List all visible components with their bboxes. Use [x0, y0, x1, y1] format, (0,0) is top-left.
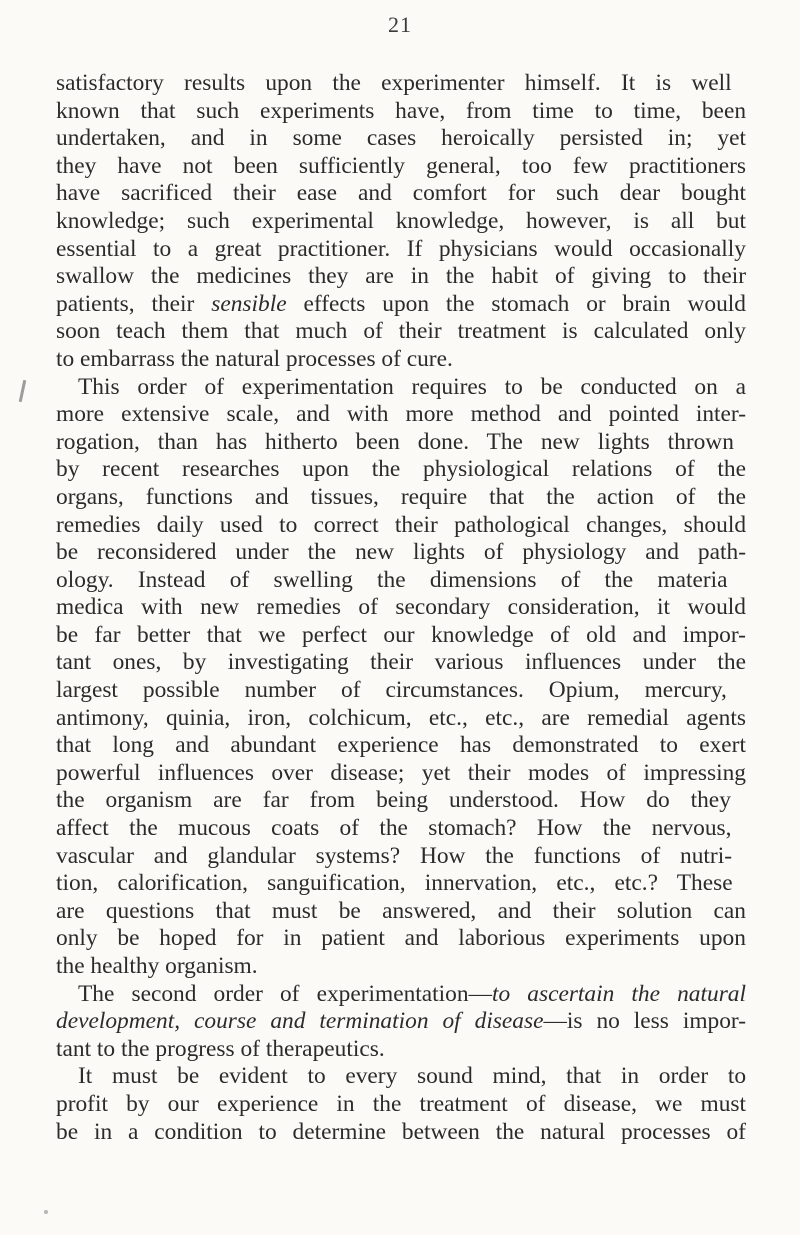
text-line: organs, functions and tissues, require that the action of the — [56, 483, 746, 510]
text-line: are questions that must be answered, and their solution can — [56, 897, 746, 924]
text-line: that long and abundant experience has demonstrated to exert — [56, 732, 746, 759]
text-line: tant ones, by investigating their various influences under the — [56, 649, 746, 676]
text-line: known that such experiments have, from time to time, been — [56, 97, 746, 124]
text-line: largest possible number of circumstances. Opium, mercury, — [56, 677, 727, 704]
text-line: by recent researches upon the physiological relations of the — [56, 456, 746, 483]
text-line: medica with new remedies of secondary consideration, it would — [56, 594, 746, 621]
text-line: swallow the medicines they are in the habit of giving to their — [56, 263, 746, 290]
text-line: profit by our experience in the treatment of disease, we must — [56, 1090, 746, 1117]
text-line: have sacrificed their ease and comfort for such dear bought — [56, 180, 746, 207]
text-line: soon teach them that much of their treatment is calculated only — [56, 318, 746, 345]
text-line: be reconsidered under the new lights of physiology and path- — [56, 539, 746, 566]
text-line: the healthy organism. — [56, 953, 258, 979]
paragraph-start-line: The second order of experimentation—to ascertain the natural — [78, 980, 746, 1007]
text-line: remedies daily used to correct their pathological changes, should — [56, 511, 746, 538]
text-line: only be hoped for in patient and laborious experiments upon — [56, 925, 746, 952]
text-line: rogation, than has hitherto been done. The new lights thrown — [56, 428, 734, 455]
text-line: powerful influences over disease; yet their modes of impressing — [56, 759, 746, 786]
text-line: be far better that we perfect our knowledge of old and impor- — [56, 621, 746, 648]
margin-pencil-mark — [19, 380, 27, 402]
text-line: patients, their sensible effects upon the stomach or brain would — [56, 290, 746, 317]
text-line: development, course and termination of disease—is no less impor- — [56, 1008, 746, 1035]
text-line: antimony, quinia, iron, colchicum, etc., etc., are remedial agents — [56, 704, 746, 731]
italic-text: to ascertain the natural — [491, 980, 746, 1007]
text-line: be in a condition to determine between the natural processes of — [56, 1118, 746, 1145]
text-line: affect the mucous coats of the stomach? How the nervous, — [56, 815, 732, 842]
text-line: to embarrass the natural processes of cure. — [56, 345, 453, 372]
margin-speck — [44, 1210, 48, 1214]
text-line: vascular and glandular systems? How the functions of nutri- — [56, 842, 732, 869]
paragraph-start-line: This order of experimentation requires to be conducted on a — [78, 373, 746, 400]
italic-text: sensible — [211, 290, 287, 317]
text-line: ology. Instead of swelling the dimensions of the materia — [56, 566, 728, 593]
page-number: 21 — [388, 12, 412, 37]
text-line: they have not been sufficiently general, too few practitioners — [56, 152, 746, 179]
text-line: essential to a great practitioner. If physicians would occasionally — [56, 235, 746, 262]
text-line: more extensive scale, and with more method and pointed inter- — [56, 401, 746, 428]
body-text — [56, 70, 746, 1146]
italic-text: development, course and termination of disease — [56, 1008, 544, 1035]
text-line: knowledge; such experimental knowledge, however, is all but — [56, 207, 746, 234]
text-line: undertaken, and in some cases heroically persisted in; yet — [56, 125, 746, 152]
text-line: tion, calorification, sanguification, innervation, etc., etc.? These — [56, 870, 733, 897]
text-line: satisfactory results upon the experimenter himself. It is well — [56, 70, 732, 96]
text-line: the organism are far from being understood. How do they — [56, 787, 731, 814]
paragraph-start-line: It must be evident to every sound mind, that in order to — [78, 1063, 746, 1090]
text-line: tant to the progress of therapeutics. — [56, 1035, 385, 1062]
